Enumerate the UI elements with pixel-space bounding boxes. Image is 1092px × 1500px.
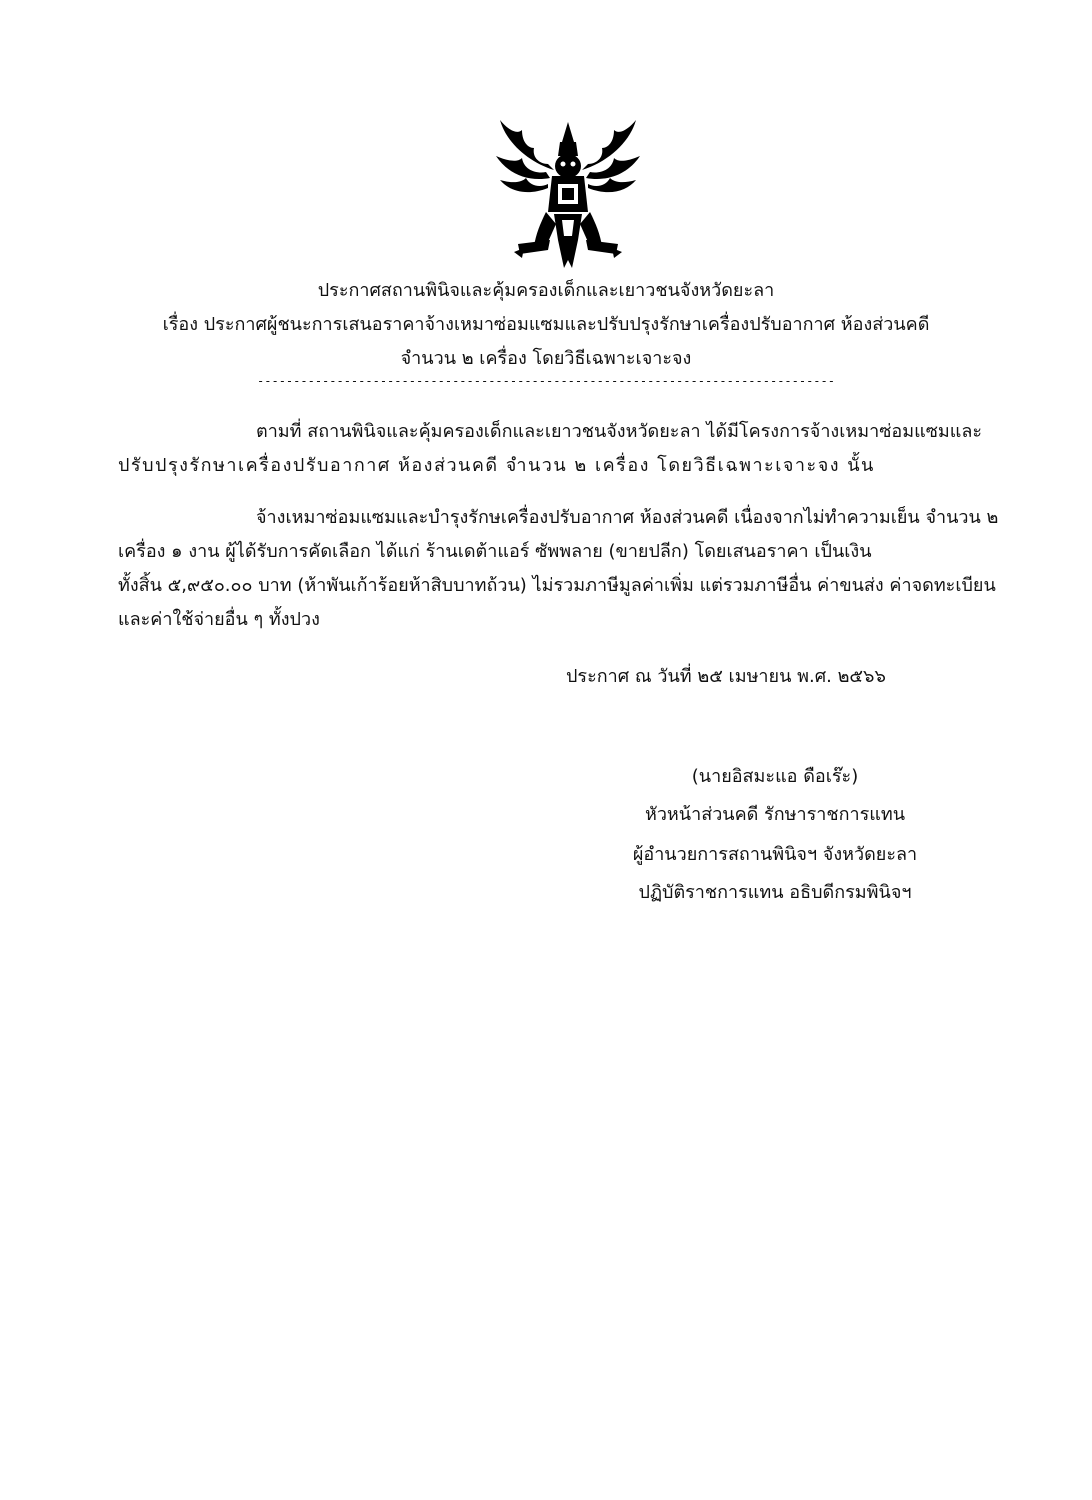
announcement-subject-cont: จำนวน ๒ เครื่อง โดยวิธีเฉพาะเจาะจง [400, 348, 692, 369]
signatory-position-3: ปฏิบัติราชการแทน อธิบดีกรมพินิจฯ [638, 882, 912, 903]
garuda-emblem-icon [488, 112, 648, 274]
signatory-name: (นายอิสมะแอ ดือเร๊ะ) [691, 766, 859, 787]
divider-line: -------------------------------------------------------------------------------- [257, 374, 835, 388]
announcement-date: ประกาศ ณ วันที่ ๒๕ เมษายน พ.ศ. ๒๕๖๖ [566, 666, 886, 687]
paragraph-2-line-4: และค่าใช้จ่ายอื่น ๆ ทั้งปวง [118, 609, 320, 630]
announcement-subject: เรื่อง ประกาศผู้ชนะการเสนอราคาจ้างเหมาซ่อมแซมและปรับปรุงรักษาเครื่องปรับอากาศ ห้องส่วนคดี [162, 314, 930, 335]
paragraph-2-line-3: ทั้งสิ้น ๕,๙๕๐.๐๐ บาท (ห้าพันเก้าร้อยห้าสิบบาทถ้วน) ไม่รวมภาษีมูลค่าเพิ่ม แต่รวมภาษีอื่น ค่าขนส่ง ค่าจดทะเบียน [118, 575, 996, 596]
paragraph-2-line-1: จ้างเหมาซ่อมแซมและบำรุงรักษเครื่องปรับอากาศ ห้องส่วนคดี เนื่องจากไม่ทำความเย็น จำนวน ๒ [256, 507, 999, 528]
paragraph-2-line-2: เครื่อง ๑ งาน ผู้ได้รับการคัดเลือก ได้แก่ ร้านเดต้าแอร์ ซัพพลาย (ขายปลีก) โดยเสนอราคา เป็นเงิน [118, 541, 872, 562]
signatory-position-1: หัวหน้าส่วนคดี รักษาราชการแทน [644, 804, 906, 825]
announcement-title: ประกาศสถานพินิจและคุ้มครองเด็กและเยาวชนจังหวัดยะลา [317, 280, 775, 301]
signatory-position-2: ผู้อำนวยการสถานพินิจฯ จังหวัดยะลา [632, 844, 918, 865]
paragraph-1-line-1: ตามที่ สถานพินิจและคุ้มครองเด็กและเยาวชนจังหวัดยะลา ได้มีโครงการจ้างเหมาซ่อมแซมและ [256, 421, 983, 442]
paragraph-1-line-2: ปรับปรุงรักษาเครื่องปรับอากาศ ห้องส่วนคดี จำนวน ๒ เครื่อง โดยวิธีเฉพาะเจาะจง นั้น [118, 455, 875, 476]
